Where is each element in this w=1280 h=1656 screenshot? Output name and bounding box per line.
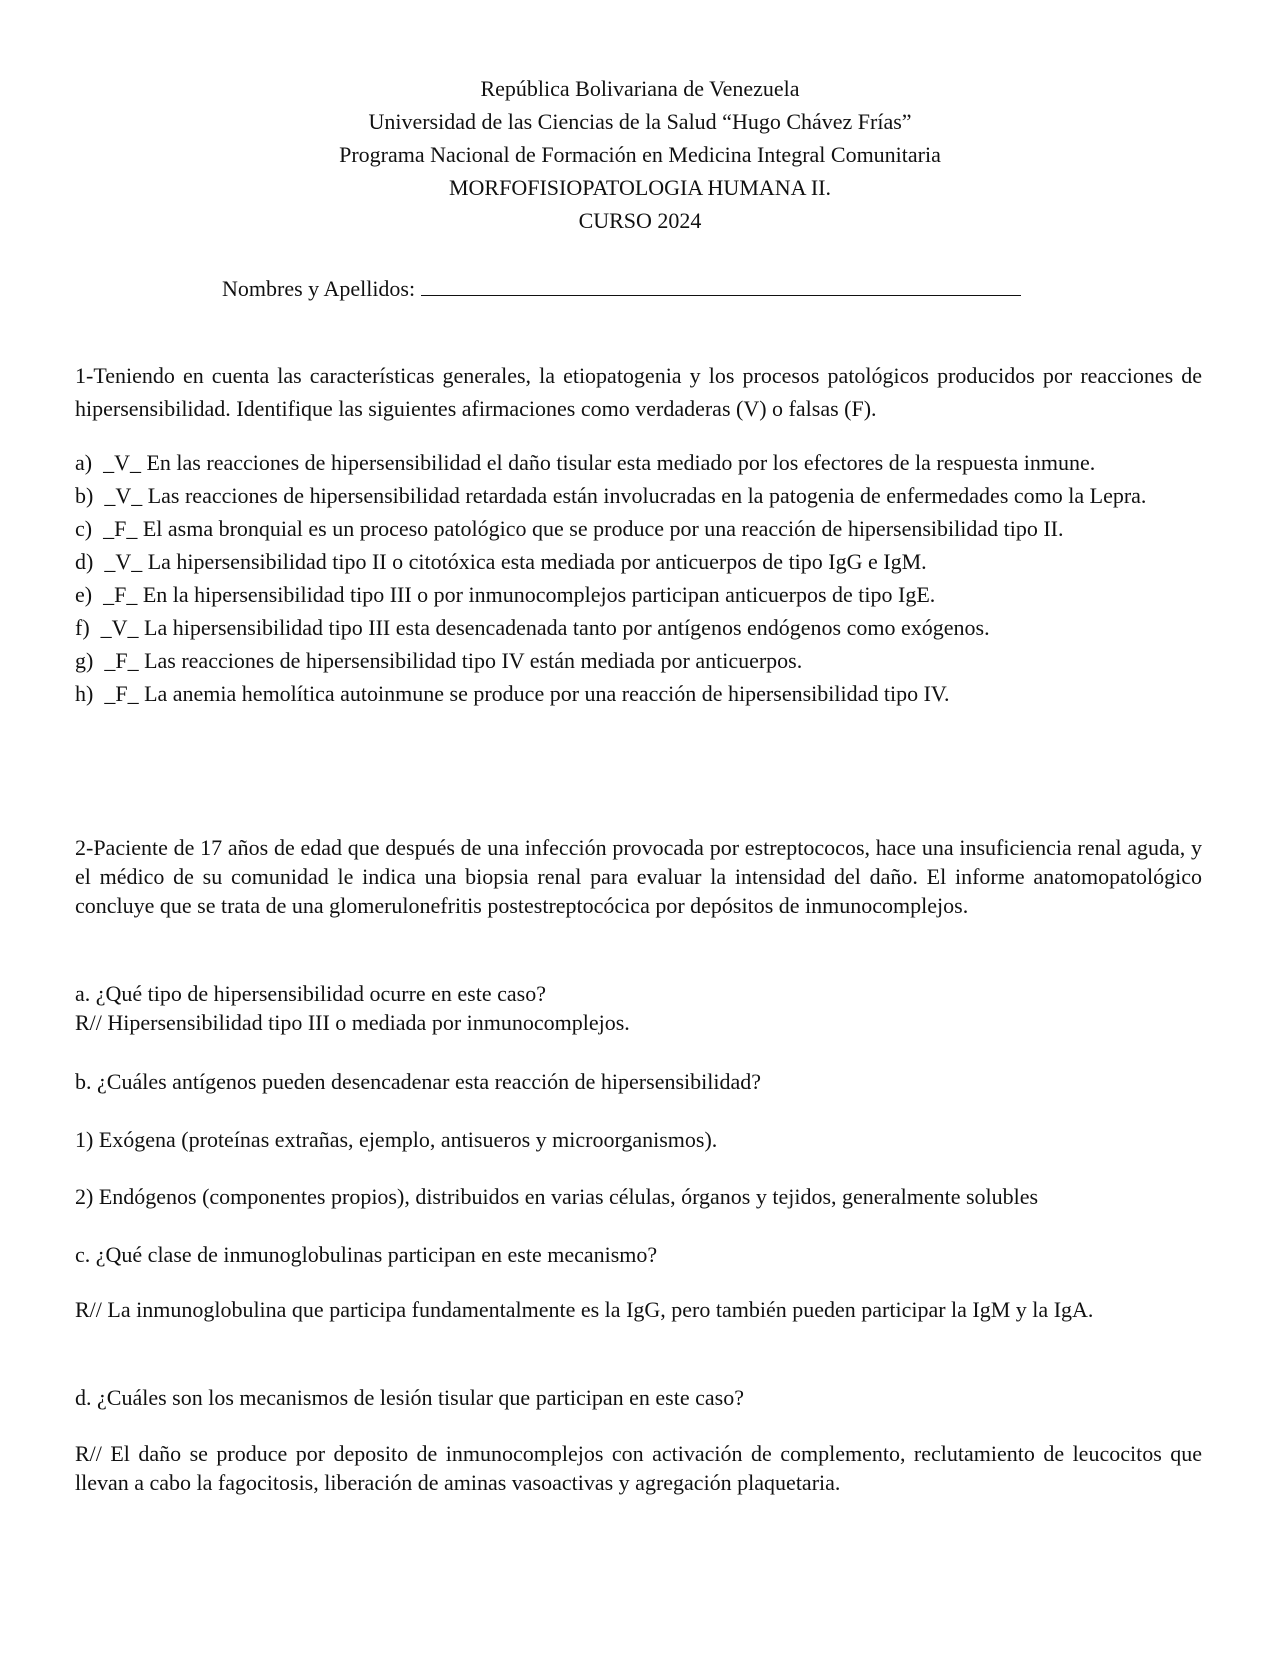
- question-2a-answer: R// Hipersensibilidad tipo III o mediada por inmunocomplejos.: [75, 1010, 630, 1035]
- header-country: República Bolivariana de Venezuela: [480, 76, 800, 101]
- question-1-items: [75, 446, 1202, 710]
- item-c-letter: c): [75, 516, 93, 541]
- item-b: [75, 479, 1202, 512]
- question-2c-answer: [75, 1295, 1202, 1324]
- student-name-label: Nombres y Apellidos:: [222, 276, 416, 301]
- item-h: [75, 677, 1202, 710]
- item-g: [75, 644, 1202, 677]
- item-h-letter: h): [75, 681, 94, 706]
- question-2b-answer-1: [75, 1123, 1202, 1156]
- item-f-letter: f): [75, 615, 90, 640]
- item-g-text: Las reacciones de hipersensibilidad tipo IV están mediada por anticuerpos.: [144, 648, 803, 673]
- question-2b-answer-1-text: 1) Exógena (proteínas extrañas, ejemplo, antisueros y microorganismos).: [75, 1127, 718, 1152]
- item-f-text: La hipersensibilidad tipo III esta desencadenada tanto por antígenos endógenos como exógenos.: [144, 615, 990, 640]
- item-b-answer: _V_: [104, 483, 143, 508]
- item-e-text: En la hipersensibilidad tipo III o por inmunocomplejos participan anticuerpos de tipo IgE.: [142, 582, 936, 607]
- question-2b: [75, 1065, 1202, 1098]
- student-name-blank: [421, 273, 1021, 296]
- question-2d-answer-text: R// El daño se produce por deposito de inmunocomplejos con activación de complemento, reclutamiento de leucocitos que llevan a cabo la fagocitosis, liberación de aminas vasoactivas y agregación plaquetaria.: [75, 1441, 1202, 1495]
- item-d-text: La hipersensibilidad tipo II o citotóxica esta mediada por anticuerpos de tipo IgG e IgM.: [147, 549, 927, 574]
- question-2d-answer: [75, 1439, 1202, 1497]
- item-e: [75, 578, 1202, 611]
- item-g-letter: g): [75, 648, 94, 673]
- item-c-text: El asma bronquial es un proceso patológico que se produce por una reacción de hipersensibilidad tipo II.: [142, 516, 1064, 541]
- header-program: Programa Nacional de Formación en Medicina Integral Comunitaria: [339, 142, 941, 167]
- item-h-answer: _F_: [104, 681, 139, 706]
- question-2b-answer-2: [75, 1180, 1202, 1213]
- question-2b-answer-2-text: 2) Endógenos (componentes propios), distribuidos en varias células, órganos y tejidos, generalmente solubles: [75, 1184, 1039, 1209]
- header-course-year: CURSO 2024: [578, 208, 702, 233]
- question-2-case-text: 2-Paciente de 17 años de edad que después de una infección provocada por estreptococos, hace una insuficiencia renal aguda, y el médico de su comunidad le indica una biopsia renal para evaluar la intensidad del daño. El informe anatomopatológico concluye que se trata de una glomerulonefritis postestreptocócica por depósitos de inmunocomplejos.: [75, 835, 1202, 918]
- question-2a: [75, 979, 1202, 1037]
- item-f-answer: _V_: [100, 615, 139, 640]
- item-e-letter: e): [75, 582, 93, 607]
- item-b-text: Las reacciones de hipersensibilidad retardada están involucradas en la patogenia de enfermedades como la Lepra.: [147, 483, 1147, 508]
- question-2a-text: a. ¿Qué tipo de hipersensibilidad ocurre en este caso?: [75, 981, 546, 1006]
- item-h-text: La anemia hemolítica autoinmune se produce por una reacción de hipersensibilidad tipo IV.: [144, 681, 950, 706]
- item-a-letter: a): [75, 450, 93, 475]
- student-name-line: [222, 272, 1021, 305]
- item-a-answer: _V_: [103, 450, 141, 475]
- item-e-answer: _F_: [103, 582, 138, 607]
- item-d-letter: d): [75, 549, 94, 574]
- item-a-text: En las reacciones de hipersensibilidad el daño tisular esta mediado por los efectores de la respuesta inmune.: [146, 450, 1096, 475]
- question-2-case: [75, 833, 1202, 920]
- question-2c-text: c. ¿Qué clase de inmunoglobulinas participan en este mecanismo?: [75, 1242, 658, 1267]
- question-2d: [75, 1381, 1202, 1414]
- item-g-answer: _F_: [104, 648, 139, 673]
- item-d: [75, 545, 1202, 578]
- item-f: [75, 611, 1202, 644]
- item-b-letter: b): [75, 483, 94, 508]
- question-2c: [75, 1238, 1202, 1271]
- question-1-prompt: 1-Teniendo en cuenta las características generales, la etiopatogenia y los procesos patológicos producidos por reacciones de hipersensibilidad. Identifique las siguientes afirmaciones como verdaderas (V) o falsas (F).: [75, 363, 1202, 421]
- item-d-answer: _V_: [104, 549, 143, 574]
- question-2d-text: d. ¿Cuáles son los mecanismos de lesión tisular que participan en este caso?: [75, 1385, 744, 1410]
- item-c: [75, 512, 1202, 545]
- item-c-answer: _F_: [103, 516, 138, 541]
- header-course-name: MORFOFISIOPATOLOGIA HUMANA II.: [448, 175, 831, 200]
- item-a: [75, 446, 1202, 479]
- document-header: [0, 72, 1280, 237]
- question-2b-text: b. ¿Cuáles antígenos pueden desencadenar esta reacción de hipersensibilidad?: [75, 1069, 761, 1094]
- question-2c-answer-text: R// La inmunoglobulina que participa fundamentalmente es la IgG, pero también pueden participar la IgM y la IgA.: [75, 1297, 1094, 1322]
- question-1: [75, 359, 1202, 425]
- header-university: Universidad de las Ciencias de la Salud “Hugo Chávez Frías”: [368, 109, 912, 134]
